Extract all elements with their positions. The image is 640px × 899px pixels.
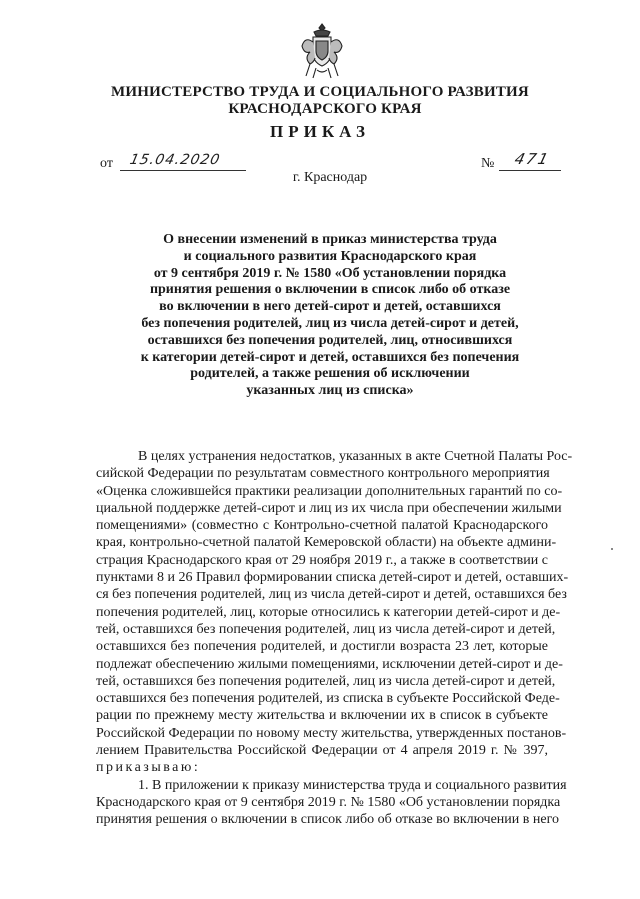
ministry-line-1: МИНИСТЕРСТВО ТРУДА И СОЦИАЛЬНОГО РАЗВИТИЯ [111, 84, 529, 100]
order-subject [110, 232, 550, 400]
subject-line: без попечения родителей, лиц из числа детей-сирот и детей, [141, 315, 519, 331]
body-line: страция Краснодарского края от 29 ноября 2019 г., а также в соответствии с [96, 552, 548, 568]
subject-line: от 9 сентября 2019 г. № 1580 «Об установлении порядка [153, 265, 507, 281]
subject-line: и социального развития Краснодарского края [183, 248, 477, 264]
city: г. Краснодар [292, 170, 368, 185]
body-line: оставшихся без попечения родителей, из списка в субъекте Российской Феде- [96, 691, 560, 707]
body-line: подлежат обеспечению жилыми помещениями, исключении детей-сирот и де- [96, 656, 563, 672]
subject-line: принятия решения о включении в список либо об отказе [149, 282, 511, 298]
ministry-line-2: КРАСНОДАРСКОГО КРАЯ [228, 101, 422, 117]
item-1-line: принятия решения о включении в список либо об отказе во включении в него [96, 812, 559, 828]
subject-line: к категории детей-сирот и детей, оставшихся без попечения [140, 349, 520, 365]
body-line: Российской Федерации по новому месту жительства, утвержденных постанов- [96, 725, 567, 741]
subject-line: указанных лиц из списка» [246, 383, 414, 399]
body-line: тей, оставшихся без попечения родителей, лиц из числа детей-сирот и детей, [96, 673, 556, 689]
body-line: помещениями» (совместно с Контрольно-счетной палатой Краснодарского [96, 518, 548, 534]
body-line: рации по прежнему месту жительства и включении их в список в субъекте [96, 708, 548, 724]
item-1-line: 1. В приложении к приказу министерства труда и социального развития [138, 777, 567, 793]
document-type: ПРИКАЗ [270, 122, 370, 141]
body-line: сийской Федерации по результатам совместного контрольного мероприятия [96, 466, 550, 482]
body-line: циальной поддержке детей-сирот и лиц из их числа при обеспечении жилыми [96, 500, 562, 516]
body-line: лением Правительства Российской Федерации от 4 апреля 2019 г. № 397, [96, 743, 548, 759]
body-line: пунктами 8 и 26 Правил формировании списка детей-сирот и детей, оставших- [96, 570, 569, 586]
scan-speck [611, 548, 613, 550]
body-line: попечения родителей, лиц, которые относились к категории детей-сирот и де- [96, 604, 561, 620]
order-word: приказываю: [96, 760, 201, 776]
number-prefix: № [481, 156, 495, 171]
body-line: края, контрольно-счетной палатой Кемеровской области) на объекте админи- [96, 535, 557, 551]
date-prefix: от [100, 156, 113, 171]
body-line: оставшихся без попечения родителей, и достигли возраста 23 лет, которые [96, 639, 548, 655]
subject-line: О внесении изменений в приказ министерства труда [163, 232, 497, 247]
order-body [96, 448, 573, 829]
date-handwritten: 15.04.2020 [128, 152, 222, 168]
subject-line: во включении в него детей-сирот и детей, оставшихся [159, 299, 501, 315]
body-line: ся без попечения родителей, лиц из числа детей-сирот и детей, оставшихся без [96, 587, 567, 603]
body-line: В целях устранения недостатков, указанных в акте Счетной Палаты Рос- [138, 449, 573, 464]
body-line: «Оценка сложившейся практики реализации дополнительных гарантий по со- [96, 483, 563, 499]
coat-of-arms-icon [300, 22, 344, 80]
number-handwritten: 471 [512, 150, 552, 168]
ministry-name [0, 84, 640, 118]
body-line: тей, оставшихся без попечения родителей, лиц из числа детей-сирот и детей, [96, 621, 556, 637]
subject-line: оставшихся без попечения родителей, лиц, относившихся [147, 332, 513, 348]
item-1-line: Краснодарского края от 9 сентября 2019 г. № 1580 «Об установлении порядка [96, 794, 561, 810]
subject-line: родителей, а также решения об исключении [190, 366, 470, 382]
